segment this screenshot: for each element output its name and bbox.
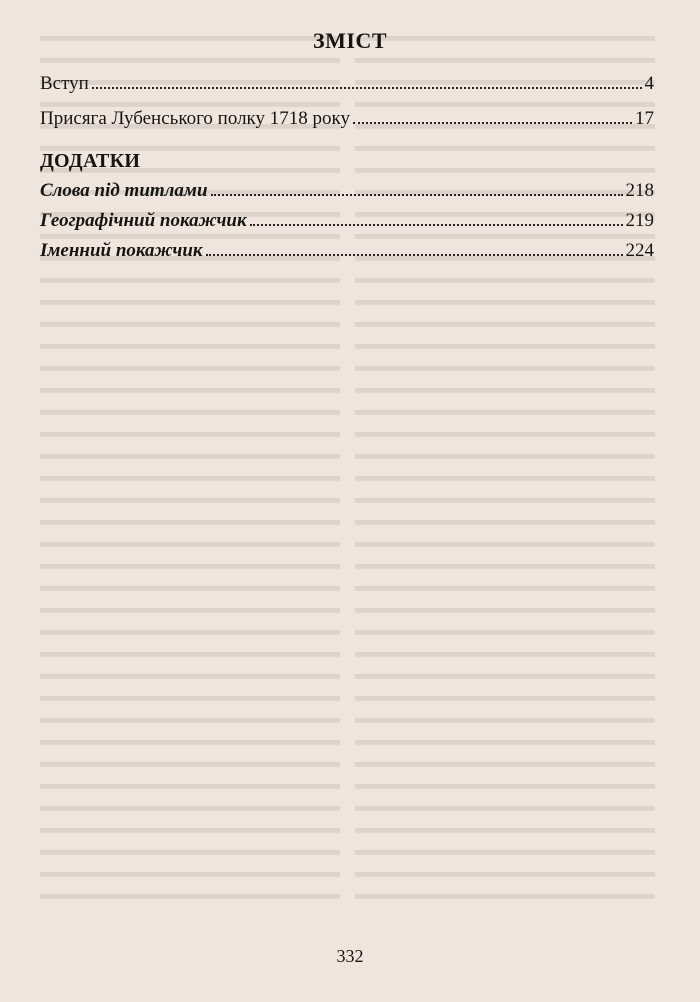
contents-title: ЗМІСТ: [313, 28, 387, 53]
toc-entry-words-under-titlo[interactable]: [40, 179, 654, 203]
toc-entry-introduction[interactable]: [40, 72, 654, 96]
toc-entry-page-number: 218: [625, 180, 654, 201]
toc-entry-label: Вступ: [40, 73, 89, 94]
dot-leader: [206, 254, 623, 256]
toc-entry-label: Іменний покажчик: [40, 240, 203, 261]
page-number-folio: 332: [336, 946, 364, 966]
toc-entry-oath[interactable]: [40, 107, 654, 131]
dot-leader: [92, 87, 642, 89]
toc-entry-geographic-index[interactable]: [40, 209, 654, 233]
toc-entry-page-number: 4: [644, 73, 654, 94]
dot-leader: [250, 224, 623, 226]
dot-leader: [353, 122, 632, 124]
toc-entry-page-number: 224: [625, 240, 654, 261]
toc-entry-label: Присяга Лубенського полку 1718 року: [40, 108, 350, 129]
toc-entry-label: Географічний покажчик: [40, 210, 247, 231]
toc-entry-label: Слова під титлами: [40, 180, 208, 201]
toc-entry-name-index[interactable]: [40, 239, 654, 263]
toc-entry-page-number: 17: [635, 108, 654, 129]
dot-leader: [211, 194, 623, 196]
appendix-heading: ДОДАТКИ: [40, 150, 141, 172]
toc-entry-page-number: 219: [625, 210, 654, 231]
